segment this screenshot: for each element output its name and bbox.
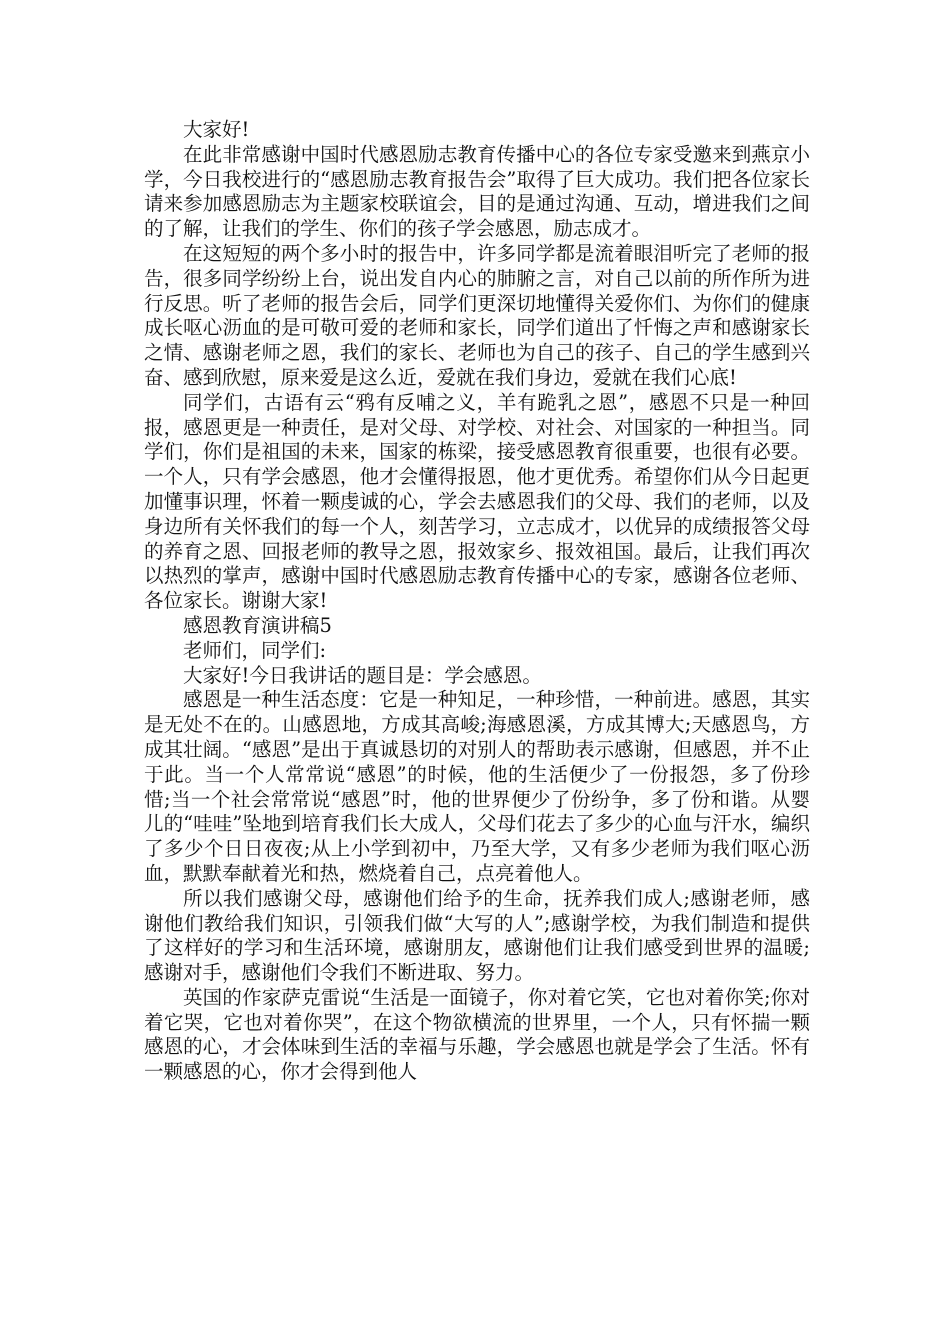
paragraph: 英国的作家萨克雷说“生活是一面镜子，你对着它笑，它也对着你笑;你对着它哭，它也对着你哭”，在这个物欲横流的世界里，一个人，只有怀揣一颗感恩的心，才会体味到生活的幸福与乐趣，学会感恩也就是学会了生活。怀有一颗感恩的心，你才会得到他人 bbox=[144, 985, 810, 1084]
paragraph: 在这短短的两个多小时的报告中，许多同学都是流着眼泪听完了老师的报告，很多同学纷纷上台，说出发自内心的肺腑之言，对自己以前的所作所为进行反思。听了老师的报告会后，同学们更深切地懂得关爱你们、为你们的健康成长呕心沥血的是可敬可爱的老师和家长，同学们道出了忏悔之声和感谢家长之情、感谢老师之恩，我们的家长、老师也为自己的孩子、自己的学生感到兴奋、感到欣慰，原来爱是这么近，爱就在我们身边，爱就在我们心底! bbox=[144, 241, 810, 389]
paragraph-greeting: 大家好! bbox=[183, 118, 250, 141]
paragraph: 所以我们感谢父母，感谢他们给予的生命，抚养我们成人;感谢老师，感谢他们教给我们知识，引领我们做“大写的人”;感谢学校，为我们制造和提供了这样好的学习和生活环境，感谢朋友，感谢他们让我们感受到世界的温暖;感谢对手，感谢他们令我们不断进取、努力。 bbox=[144, 886, 810, 985]
paragraph: 感恩是一种生活态度：它是一种知足，一种珍惜，一种前进。感恩，其实是无处不在的。山感恩地，方成其高峻;海感恩溪，方成其博大;天感恩鸟，方成其壮阔。“感恩”是出于真诚恳切的对别人的帮助表示感谢，但感恩，并不止于此。当一个人常常说“感恩”的时候，他的生活便少了一份报怨，多了份珍惜;当一个社会常常说“感恩”时，他的世界便少了份纷争，多了份和谐。从婴儿的“哇哇”坠地到培育我们长大成人，父母们花去了多少的心血与汗水，编织了多少个日日夜夜;从上小学到初中，乃至大学，又有多少老师为我们呕心沥血，默默奉献着光和热，燃烧着自己，点亮着他人。 bbox=[144, 688, 810, 885]
section-title: 感恩教育演讲稿5 bbox=[183, 613, 332, 637]
document-body bbox=[144, 118, 810, 1085]
paragraph: 同学们，古语有云“鸦有反哺之义，羊有跪乳之恩”，感恩不只是一种回报，感恩更是一种责任，是对父母、对学校、对社会、对国家的一种担当。同学们，你们是祖国的未来，国家的栋梁，接受感恩教育很重要，也很有必要。一个人，只有学会感恩，他才会懂得报恩，他才更优秀。希望你们从今日起更加懂事识理，怀着一颗虔诚的心，学会去感恩我们的父母、我们的老师，以及身边所有关怀我们的每一个人，刻苦学习，立志成才，以优异的成绩报答父母的养育之恩、回报老师的教导之恩，报效家乡、报效祖国。最后，让我们再次以热烈的掌声，感谢中国时代感恩励志教育传播中心的专家，感谢各位老师、各位家长。谢谢大家! bbox=[144, 390, 810, 613]
paragraph-salutation: 老师们，同学们: bbox=[183, 638, 327, 662]
paragraph: 在此非常感谢中国时代感恩励志教育传播中心的各位专家受邀来到燕京小学，今日我校进行的“感恩励志教育报告会”取得了巨大成功。我们把各位家长请来参加感恩励志为主题家校联谊会，目的是通过沟通、互动，增进我们之间的了解，让我们的学生、你们的孩子学会感恩，励志成才。 bbox=[144, 142, 810, 241]
paragraph-greeting: 大家好!今日我讲话的题目是：学会感恩。 bbox=[183, 663, 542, 687]
